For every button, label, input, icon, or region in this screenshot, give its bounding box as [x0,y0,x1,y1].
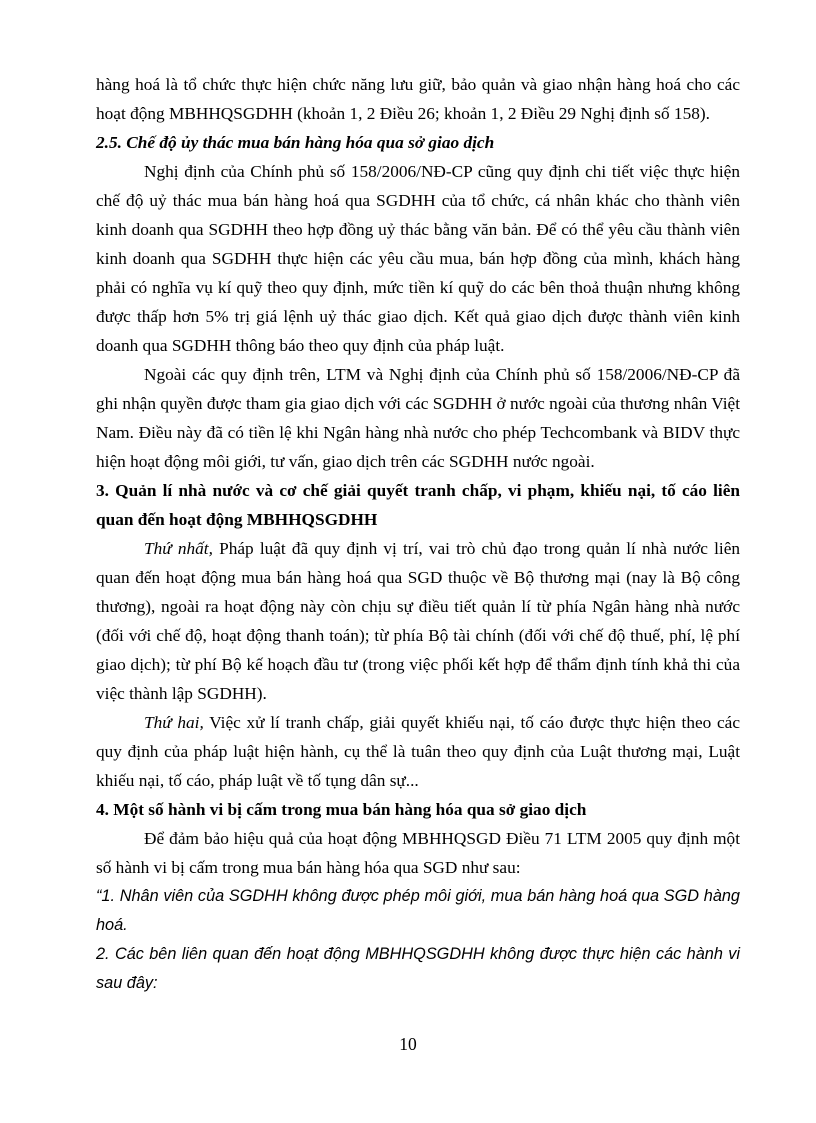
paragraph-continued: hàng hoá là tổ chức thực hiện chức năng lưu giữ, bảo quản và giao nhận hàng hoá cho các hoạt động MBHHQSGDHH (khoản 1, 2 Điều 26; khoản 1, 2 Điều 29 Nghị định số 158). [96,75,740,123]
paragraph-4-a: Để đảm bảo hiệu quả của hoạt động MBHHQSGD Điều 71 LTM 2005 quy định một số hành vi bị cấm trong mua bán hàng hóa qua SGD như sau: [96,829,740,877]
paragraph-3-b [96,708,740,795]
page-number: 10 [399,1034,417,1054]
paragraph-2-5-b: Ngoài các quy định trên, LTM và Nghị định của Chính phủ số 158/2006/NĐ-CP đã ghi nhận quyền được tham gia giao dịch với các SGDHH ở nước ngoài của thương nhân Việt Nam. Điều này đã có tiền lệ khi Ngân hàng nhà nước cho phép Techcombank và BIDV thực hiện hoạt động môi giới, tư vấn, giao dịch trên các SGDHH nước ngoài. [96,365,741,471]
heading-2-5: 2.5. Chế độ ủy thác mua bán hàng hóa qua sở giao dịch [96,133,495,152]
heading-4: 4. Một số hành vi bị cấm trong mua bán hàng hóa qua sở giao dịch [96,800,587,819]
quote-item-1: “1. Nhân viên của SGDHH không được phép môi giới, mua bán hàng hoá qua SGD hàng hoá. [96,887,740,934]
lead-first: Thứ nhất, [144,539,213,558]
document-body [96,70,740,998]
quote-item-2: 2. Các bên liên quan đến hoạt động MBHHQSGDHH không được thực hiện các hành vi sau đây: [96,945,740,992]
paragraph-3-a-text: Pháp luật đã quy định vị trí, vai trò chủ đạo trong quản lí nhà nước liên quan đến hoạt động mua bán hàng hoá qua SGD thuộc về Bộ thương mại (nay là Bộ công thương), ngoài ra hoạt động này còn chịu sự điều tiết quản lí từ phía Ngân hàng nhà nước (đối với chế độ, hoạt động thanh toán); từ phía Bộ tài chính (đối với chế độ thuế, phí, lệ phí giao dịch); từ phí Bộ kế hoạch đầu tư (trong việc phối kết hợp để thẩm định tính khả thi của việc thành lập SGDHH). [96,539,741,703]
paragraph-2-5-a: Nghị định của Chính phủ số 158/2006/NĐ-CP cũng quy định chi tiết việc thực hiện chế độ uỷ thác mua bán hàng hoá qua SGDHH của tổ chức, cá nhân khác cho thành viên kinh doanh qua SGDHH theo hợp đồng uỷ thác bằng văn bản. Để có thể yêu cầu thành viên kinh doanh qua SGDHH thực hiện các yêu cầu mua, bán hợp đồng của mình, khách hàng phải có nghĩa vụ kí quỹ theo quy định, mức tiền kí quỹ do các bên thoả thuận nhưng không được thấp hơn 5% trị giá lệnh uỷ thác giao dịch. Kết quả giao dịch được thành viên kinh doanh qua SGDHH thông báo theo quy định của pháp luật. [96,162,740,355]
lead-second: Thứ hai, [144,713,204,732]
paragraph-3-b-text: Việc xử lí tranh chấp, giải quyết khiếu nại, tố cáo được thực hiện theo các quy định của pháp luật hiện hành, cụ thể là tuân theo quy định của Luật thương mại, Luật khiếu nại, tố cáo, pháp luật về tố tụng dân sự... [96,713,741,790]
heading-3: 3. Quản lí nhà nước và cơ chế giải quyết tranh chấp, vi phạm, khiếu nại, tố cáo liên quan đến hoạt động MBHHQSGDHH [96,481,740,529]
paragraph-3-a [96,534,740,708]
